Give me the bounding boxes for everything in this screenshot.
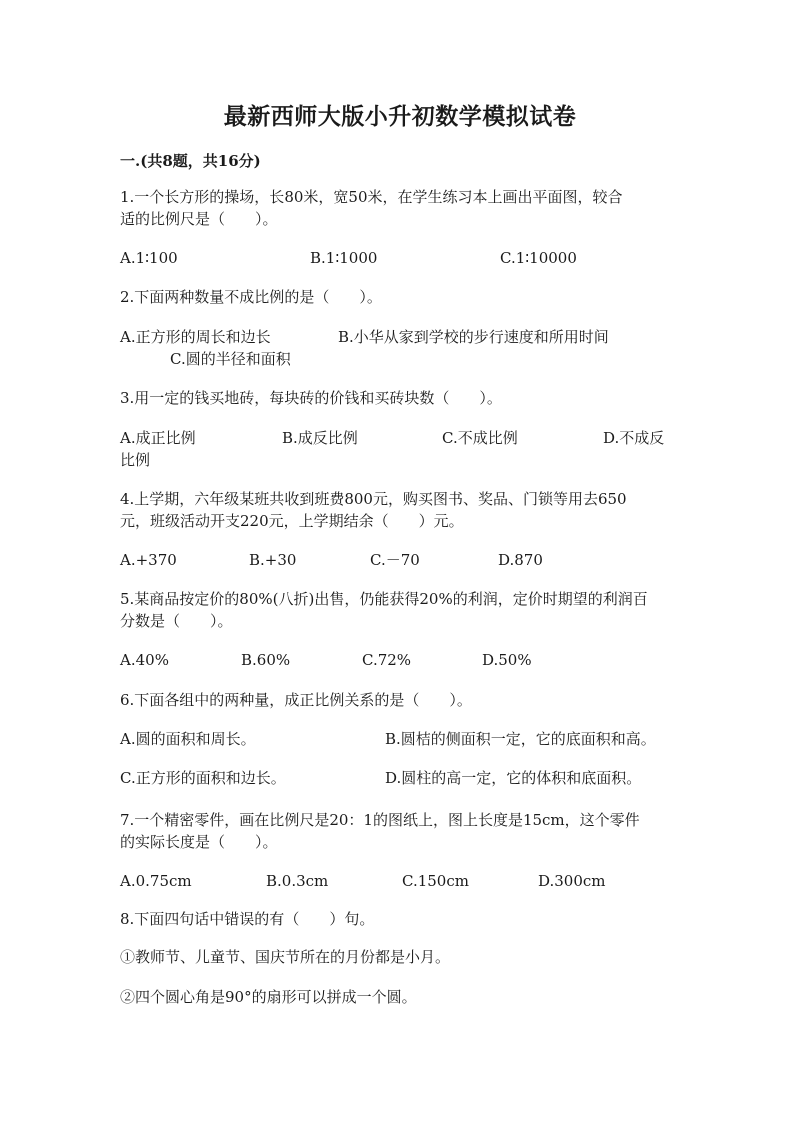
question-4-option-c: C.－70 [370,551,420,569]
question-4-stem-line-2: 元，班级活动开支220元，上学期结余（ ）元。 [120,512,464,530]
question-2-option-a: A.正方形的周长和边长 [120,328,271,346]
question-1-option-c: C.1∶10000 [500,249,577,267]
question-5-stem-line-2: 分数是（ ）。 [120,612,233,630]
question-3-stem: 3.用一定的钱买地砖，每块砖的价钱和买砖块数（ ）。 [120,389,502,407]
question-5-option-d: D.50% [482,651,532,669]
question-7-option-b: B.0.3cm [266,872,329,890]
question-8-statement-2: ②四个圆心角是90°的扇形可以拼成一个圆。 [120,988,417,1006]
question-7-stem-line-1: 7.一个精密零件，画在比例尺是20：1的图纸上，图上长度是15cm，这个零件 [120,811,640,829]
question-5-option-b: B.60% [241,651,291,669]
question-4-stem-line-1: 4.上学期，六年级某班共收到班费800元，购买图书、奖品、门锁等用去650 [120,490,627,508]
question-3-option-a: A.成正比例 [120,429,196,447]
question-4-option-b: B.+30 [249,551,297,569]
question-5-stem-line-1: 5.某商品按定价的80%(八折)出售，仍能获得20%的利润，定价时期望的利润百 [120,590,648,608]
question-3-option-c: C.不成比例 [442,429,518,447]
question-6-option-c: C.正方形的面积和边长。 [120,769,286,787]
question-2-stem: 2.下面两种数量不成比例的是（ ）。 [120,288,382,306]
question-7-stem-line-2: 的实际长度是（ ）。 [120,833,278,851]
question-7-option-a: A.0.75cm [120,872,192,890]
question-6-option-b: B.圆桔的侧面积一定，它的底面积和高。 [385,730,656,748]
question-2-option-c: C.圆的半径和面积 [170,350,291,368]
question-8-stem: 8.下面四句话中错误的有（ ）句。 [120,910,375,928]
question-4-option-d: D.870 [498,551,543,569]
question-3-option-b: B.成反比例 [282,429,358,447]
question-3-option-d-continued: 比例 [120,451,151,469]
question-3-option-d: D.不成反 [603,429,665,447]
question-1-option-a: A.1∶100 [120,249,178,267]
question-8-statement-1: ①教师节、儿童节、国庆节所在的月份都是小月。 [120,948,451,966]
page-title: 最新西师大版小升初数学模拟试卷 [223,103,577,130]
question-6-option-d: D.圆柱的高一定，它的体积和底面积。 [385,769,642,787]
question-1-stem-line-1: 1.一个长方形的操场，长80米，宽50米，在学生练习本上画出平面图，较合 [120,188,623,206]
section-heading: 一.(共8题，共16分) [120,152,261,170]
question-5-option-a: A.40% [120,651,169,669]
question-1-option-b: B.1∶1000 [310,249,378,267]
question-1-stem-line-2: 适的比例尺是（ ）。 [120,210,278,228]
question-6-option-a: A.圆的面积和周长。 [120,730,256,748]
question-6-stem: 6.下面各组中的两种量，成正比例关系的是（ ）。 [120,691,472,709]
question-2-option-b: B.小华从家到学校的步行速度和所用时间 [338,328,609,346]
question-7-option-d: D.300cm [538,872,606,890]
question-7-option-c: C.150cm [402,872,469,890]
question-4-option-a: A.+370 [120,551,177,569]
question-5-option-c: C.72% [362,651,412,669]
